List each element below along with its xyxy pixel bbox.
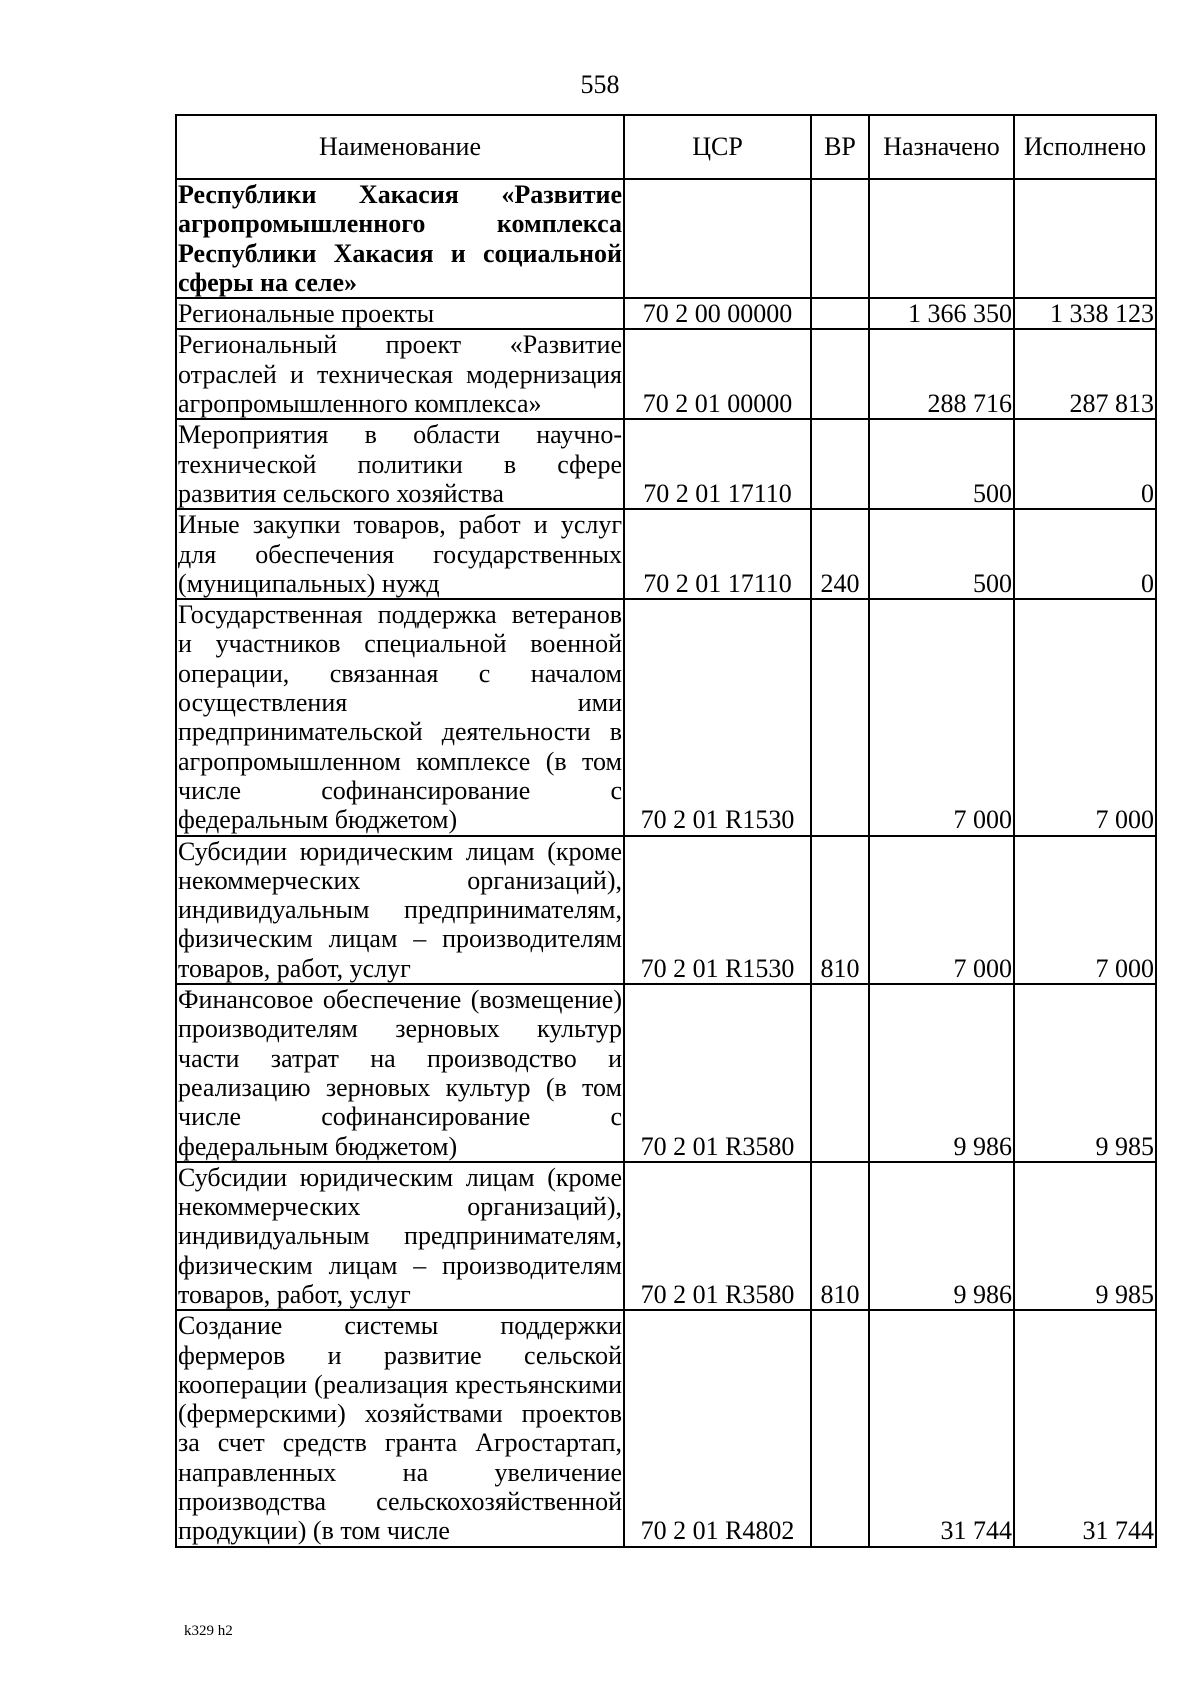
table-row <box>176 298 1156 329</box>
row-executed: 31 744 <box>1014 1310 1156 1546</box>
table-row <box>176 329 1156 419</box>
row-name: Финансовое обеспечение (возмещение) производителям зерновых культур части затрат на производство и реализацию зерновых культур (в том числе софинансирование с федеральным бюджетом) <box>178 985 622 1161</box>
header-vr: ВР <box>811 115 869 179</box>
row-assigned: 1 366 350 <box>869 298 1014 329</box>
header-assigned: Назначено <box>869 115 1014 179</box>
row-executed: 9 985 <box>1014 984 1156 1162</box>
row-executed: 7 000 <box>1014 599 1156 835</box>
row-executed: 287 813 <box>1014 329 1156 419</box>
row-executed <box>1014 179 1156 298</box>
document-code: k329 h2 <box>184 1623 233 1639</box>
row-vr: 810 <box>811 1162 869 1310</box>
row-name: Иные закупки товаров, работ и услуг для обеспечения государственных (муниципальных) нужд <box>178 510 622 598</box>
table-row <box>176 179 1156 298</box>
row-assigned: 9 986 <box>869 1162 1014 1310</box>
row-csr: 70 2 01 R1530 <box>624 836 811 984</box>
row-csr <box>624 179 811 298</box>
row-csr: 70 2 01 R4802 <box>624 1310 811 1546</box>
row-executed: 0 <box>1014 509 1156 599</box>
row-executed: 1 338 123 <box>1014 298 1156 329</box>
row-csr: 70 2 01 00000 <box>624 329 811 419</box>
header-name: Наименование <box>176 115 624 179</box>
table-row <box>176 984 1156 1162</box>
header-csr: ЦСР <box>624 115 811 179</box>
row-name: Республики Хакасия «Развитие агропромышленного комплекса Республики Хакасия и социальной сферы на селе» <box>178 180 622 297</box>
row-csr: 70 2 01 17110 <box>624 509 811 599</box>
row-csr: 70 2 00 00000 <box>624 298 811 329</box>
row-assigned: 31 744 <box>869 1310 1014 1546</box>
row-csr: 70 2 01 17110 <box>624 419 811 509</box>
row-vr <box>811 984 869 1162</box>
row-name: Государственная поддержка ветеранов и участников специальной военной операции, связанная с началом осуществления ими предпринимательской деятельности в агропромышленном комплексе (в том числе софинансирование с федеральным бюджетом) <box>178 600 622 835</box>
row-vr: 810 <box>811 836 869 984</box>
row-name: Создание системы поддержки фермеров и развитие сельской кооперации (реализация крестьянскими (фермерскими) хозяйствами проектов за счет средств гранта Агростартап, направленных на увеличение производства сельскохозяйственной продукции) (в том числе <box>178 1311 622 1546</box>
row-name: Региональный проект «Развитие отраслей и техническая модернизация агропромышленного комплекса» <box>178 330 622 419</box>
row-assigned: 9 986 <box>869 984 1014 1162</box>
row-name: Субсидии юридическим лицам (кроме некоммерческих организаций), индивидуальным предпринимателям, физическим лицам – производителям товаров, работ, услуг <box>178 836 622 983</box>
table-row <box>176 1310 1156 1546</box>
row-vr <box>811 419 869 509</box>
row-assigned: 500 <box>869 509 1014 599</box>
table-row <box>176 836 1156 984</box>
row-csr: 70 2 01 R3580 <box>624 1162 811 1310</box>
row-name: Мероприятия в области научно-технической политики в сфере развития сельского хозяйства <box>178 420 622 508</box>
page-number: 558 <box>580 70 620 99</box>
row-vr: 240 <box>811 509 869 599</box>
row-executed: 0 <box>1014 419 1156 509</box>
table-row <box>176 509 1156 599</box>
row-name: Региональные проекты <box>176 298 624 329</box>
table-header-row <box>176 115 1156 179</box>
header-executed: Исполнено <box>1014 115 1156 179</box>
row-assigned: 500 <box>869 419 1014 509</box>
row-csr: 70 2 01 R1530 <box>624 599 811 835</box>
table-row <box>176 1162 1156 1310</box>
budget-table <box>175 114 1157 1548</box>
row-assigned: 288 716 <box>869 329 1014 419</box>
row-vr <box>811 298 869 329</box>
row-executed: 9 985 <box>1014 1162 1156 1310</box>
row-assigned: 7 000 <box>869 836 1014 984</box>
row-vr <box>811 179 869 298</box>
row-assigned <box>869 179 1014 298</box>
row-csr: 70 2 01 R3580 <box>624 984 811 1162</box>
row-vr <box>811 1310 869 1546</box>
row-assigned: 7 000 <box>869 599 1014 835</box>
row-vr <box>811 329 869 419</box>
row-executed: 7 000 <box>1014 836 1156 984</box>
row-vr <box>811 599 869 835</box>
row-name: Субсидии юридическим лицам (кроме некоммерческих организаций), индивидуальным предпринимателям, физическим лицам – производителям товаров, работ, услуг <box>178 1162 622 1309</box>
table-row <box>176 599 1156 835</box>
table-row <box>176 419 1156 509</box>
